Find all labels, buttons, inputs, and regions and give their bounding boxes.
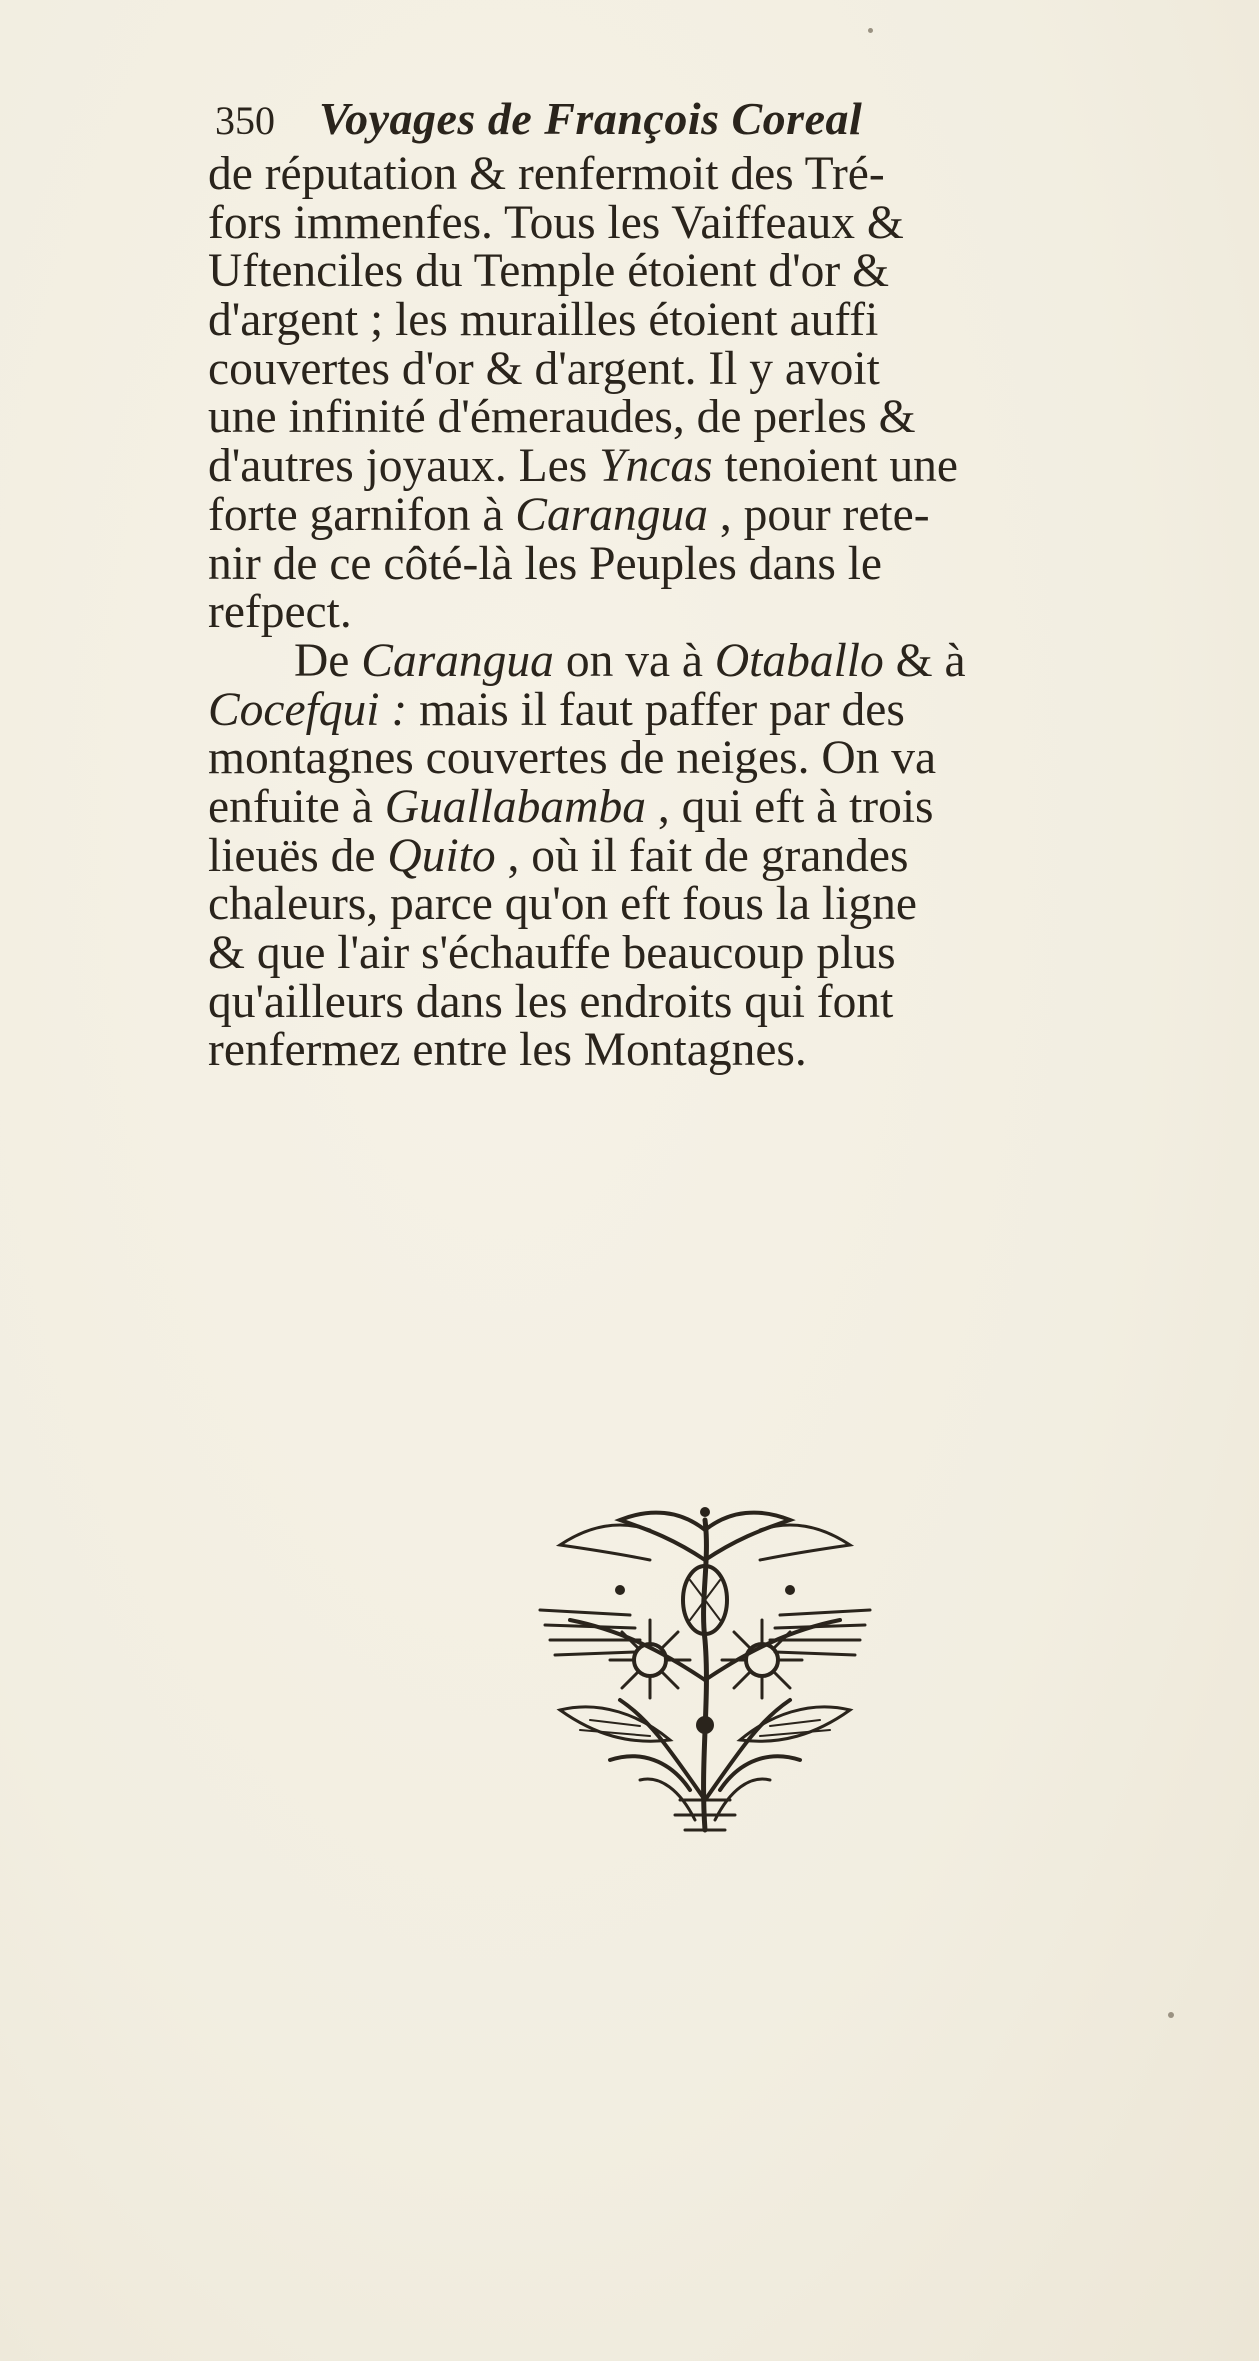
text-line: une infinité d'émeraudes, de perles & <box>208 391 916 444</box>
text-segment: De <box>294 634 362 687</box>
text-segment: tenoient une <box>712 440 958 493</box>
paragraph-1 <box>208 150 1248 637</box>
text-segment: , pour rete- <box>707 488 930 541</box>
text-line: chaleurs, parce qu'on eft fous la ligne <box>208 878 917 931</box>
body-text <box>208 150 1248 1075</box>
text-segment: mais il faut paffer par des <box>407 683 905 736</box>
text-line <box>208 634 1248 687</box>
text-line: qu'ailleurs dans les endroits qui font <box>208 975 894 1028</box>
text-segment: forte garnifon à <box>208 488 516 541</box>
text-line: fors immenfes. Tous les Vaiffeaux & <box>208 196 904 249</box>
text-line: nir de ce côté-là les Peuples dans le <box>208 537 882 590</box>
italic-name: Guallabamba <box>384 780 646 833</box>
text-line: & que l'air s'échauffe beaucoup plus <box>208 927 896 979</box>
text-line: refpect. <box>208 586 352 639</box>
italic-name: Yncas <box>599 440 713 493</box>
text-segment: d'autres joyaux. Les <box>208 440 600 493</box>
text-line <box>208 829 1248 882</box>
running-head: Voyages de François Coreal <box>319 93 863 144</box>
italic-name: Quito <box>387 829 496 882</box>
italic-name: Otaballo <box>714 634 884 687</box>
italic-name: Cocefqui : <box>208 683 408 736</box>
text-line: renfermez entre les Montagnes. <box>208 1024 807 1077</box>
text-line: Uftenciles du Temple étoient d'or & <box>208 245 890 298</box>
page-number: 350 <box>215 98 275 143</box>
text-line <box>208 488 1248 541</box>
page-header <box>215 92 1115 152</box>
text-line: montagnes couvertes de neiges. On va <box>208 732 937 785</box>
text-line: d'argent ; les murailles étoient auffi <box>208 294 879 347</box>
text-segment: , où il fait de grandes <box>495 829 909 882</box>
text-segment: & à <box>883 634 966 687</box>
text-segment: on va à <box>553 634 715 687</box>
text-line: de réputation & renfermoit des Tré- <box>208 148 885 200</box>
paper-speck <box>868 28 873 33</box>
floral-tailpiece-icon <box>500 1500 910 1845</box>
text-segment: lieuës de <box>208 829 388 882</box>
text-line <box>208 683 1248 736</box>
paper-speck <box>1168 2012 1174 2018</box>
italic-name: Carangua <box>515 488 708 541</box>
text-line <box>208 780 1248 833</box>
text-segment: enfuite à <box>208 780 385 833</box>
paragraph-2 <box>208 634 1248 1077</box>
text-line: couvertes d'or & d'argent. Il y avoit <box>208 342 880 395</box>
text-segment: , qui eft à trois <box>645 780 934 833</box>
italic-name: Carangua <box>361 634 554 687</box>
text-line <box>208 442 1248 491</box>
